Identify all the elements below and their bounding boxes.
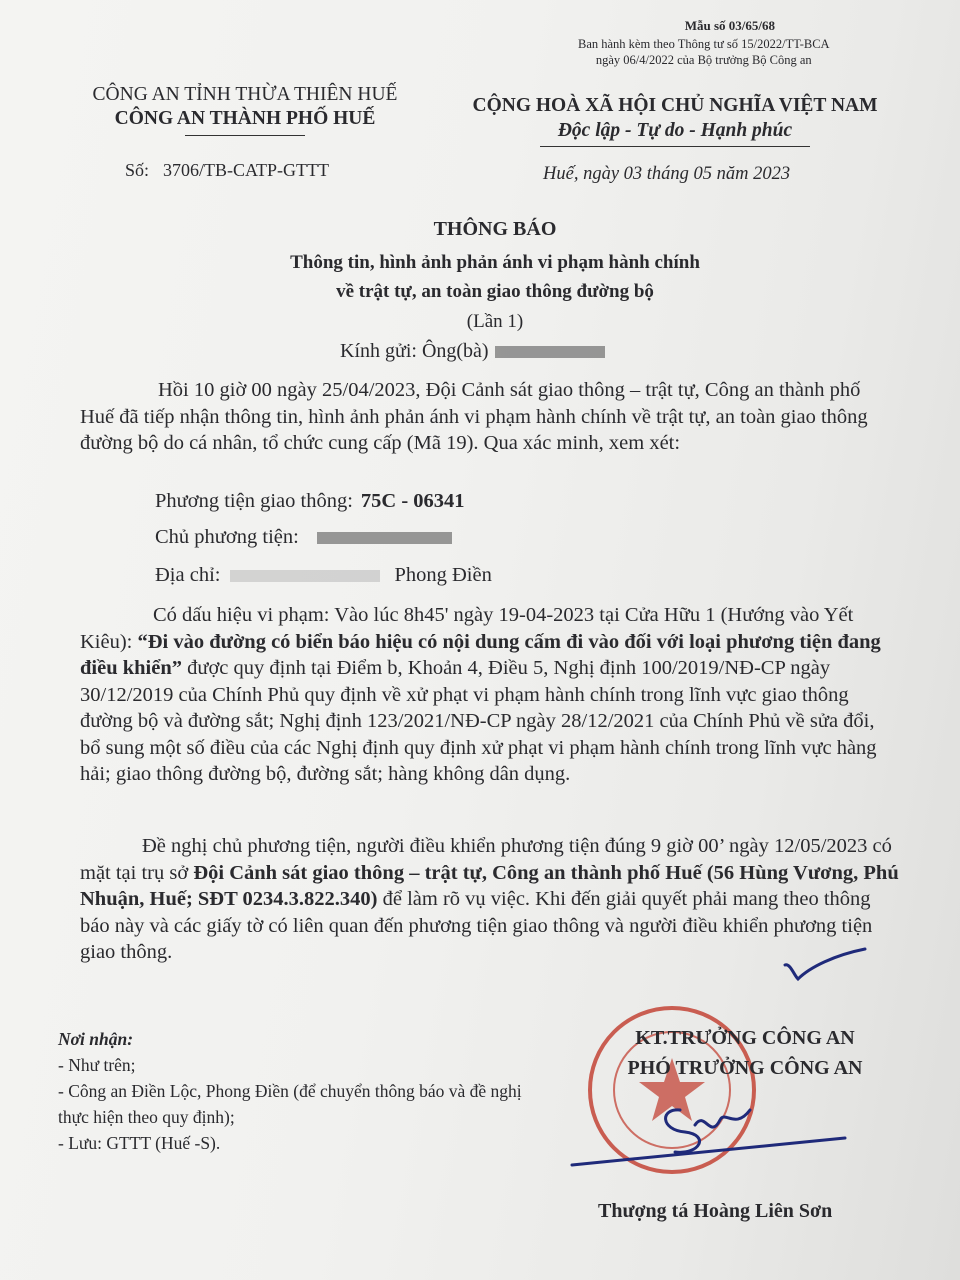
signature-block (595, 1023, 895, 1083)
vehicle-label: Phương tiện giao thông: (155, 490, 353, 512)
reference-number (125, 160, 329, 181)
recipients-block (58, 1026, 528, 1156)
salutation-text: Kính gửi: Ông(bà) (340, 340, 489, 362)
owner-line (155, 526, 452, 549)
redacted-address (230, 570, 380, 582)
dateline: Huế, ngày 03 tháng 05 năm 2023 (543, 164, 791, 184)
address-line (155, 564, 492, 587)
motto: Độc lập - Tự do - Hạnh phúc (557, 120, 793, 141)
redacted-name (495, 346, 605, 358)
agency-parent: CÔNG AN TỈNH THỪA THIÊN HUẾ (92, 84, 398, 105)
form-issued-note (578, 36, 830, 68)
vehicle-line (155, 490, 465, 513)
recipient-item: - Lưu: GTTT (Huế -S). (58, 1133, 221, 1153)
salutation (340, 340, 605, 363)
document-subtitle (0, 248, 960, 306)
signature-title-line1: KT.TRƯỞNG CÔNG AN (635, 1027, 855, 1049)
form-issued-line1: Ban hành kèm theo Thông tư số 15/2022/TT-BCA (578, 37, 830, 51)
form-number: Mẫu số 03/65/68 (684, 18, 775, 33)
document-title: THÔNG BÁO (433, 218, 557, 240)
signer-name: Thượng tá Hoàng Liên Sơn (598, 1200, 833, 1222)
signature-title-line2: PHÓ TRƯỞNG CÔNG AN (627, 1057, 863, 1079)
subtitle-line2: về trật tự, an toàn giao thông đường bộ (336, 281, 654, 302)
handwritten-check-mark (780, 945, 870, 985)
request-intro: Đề nghị chủ phương tiện, người điều khiển phương tiện đúng 9 giờ 00’ ngày 12/05/2023 có mặt tại trụ sở (80, 835, 892, 884)
violation-description: “Đi vào đường có biển báo hiệu có nội dung cấm đi vào đối với loại phương tiện đang điều khiển” (80, 630, 881, 679)
form-issued-line2: ngày 06/4/2022 của Bộ trưởng Bộ Công an (595, 53, 812, 67)
paragraph-violation (80, 602, 895, 788)
issuing-agency (60, 83, 430, 136)
redacted-owner (317, 532, 452, 544)
agency-name: CÔNG AN THÀNH PHỐ HUẾ (114, 108, 376, 129)
reference-label: Số: (125, 160, 150, 180)
request-details: để làm rõ vụ việc. Khi đến giải quyết phải mang theo thông báo này và các giấy tờ có liên quan đến phương tiện giao thông và người điều khiển phương tiện giao thông. (80, 888, 873, 963)
address-label: Địa chỉ: (155, 564, 221, 586)
owner-label: Chủ phương tiện: (155, 526, 299, 548)
edition-note: (Lần 1) (466, 311, 524, 332)
recipients-heading: Nơi nhận: (58, 1029, 134, 1049)
subtitle-line1: Thông tin, hình ảnh phản ánh vi phạm hành chính (290, 252, 700, 273)
violation-intro: Có dấu hiệu vi phạm: Vào lúc 8h45' ngày 19-04-2023 tại Cửa Hữu 1 (Hướng vào Yết Kiêu): (80, 604, 854, 653)
request-location: Đội Cảnh sát giao thông – trật tự, Công an thành phố Huế (56 Hùng Vương, Phú Nhuận, Huế; SĐT 0234.3.822.340) (80, 861, 899, 910)
recipient-item: - Công an Điền Lộc, Phong Điền (để chuyển thông báo và đề nghị thực hiện theo quy định); (58, 1081, 522, 1127)
motto-underline (540, 146, 810, 147)
paragraph-intro: Hồi 10 giờ 00 ngày 25/04/2023, Đội Cảnh sát giao thông – trật tự, Công an thành phố Huế đã tiếp nhận thông tin, hình ảnh phản ánh vi phạm hành chính về trật tự, an toàn giao thông đường bộ do cá nhân, tổ chức cung cấp (Mã 19). Qua xác minh, xem xét: (80, 379, 868, 454)
handwritten-signature (560, 1080, 860, 1180)
vehicle-plate: 75C - 06341 (360, 490, 465, 512)
national-motto (445, 93, 905, 147)
recipient-item: - Như trên; (58, 1055, 136, 1075)
nation-name: CỘNG HOÀ XÃ HỘI CHỦ NGHĨA VIỆT NAM (472, 95, 878, 116)
address-value: Phong Điền (394, 564, 492, 586)
reference-value: 3706/TB-CATP-GTTT (163, 160, 330, 180)
agency-underline (185, 135, 305, 136)
violation-legal-basis: được quy định tại Điểm b, Khoản 4, Điều 5, Nghị định 100/2019/NĐ-CP ngày 30/12/2019 của Chính Phủ quy định về xử phạt vi phạm hành chính trong lĩnh vực giao thông đường bộ và đường sắt; Nghị định 123/2021/NĐ-CP ngày 28/12/2021 của Chính Phủ về sửa đổi, bổ sung một số điều của các Nghị định quy định xử phạt vi phạm hành chính trong lĩnh vực hàng hải; giao thông đường bộ, đường sắt; hàng không dân dụng. (80, 657, 877, 785)
